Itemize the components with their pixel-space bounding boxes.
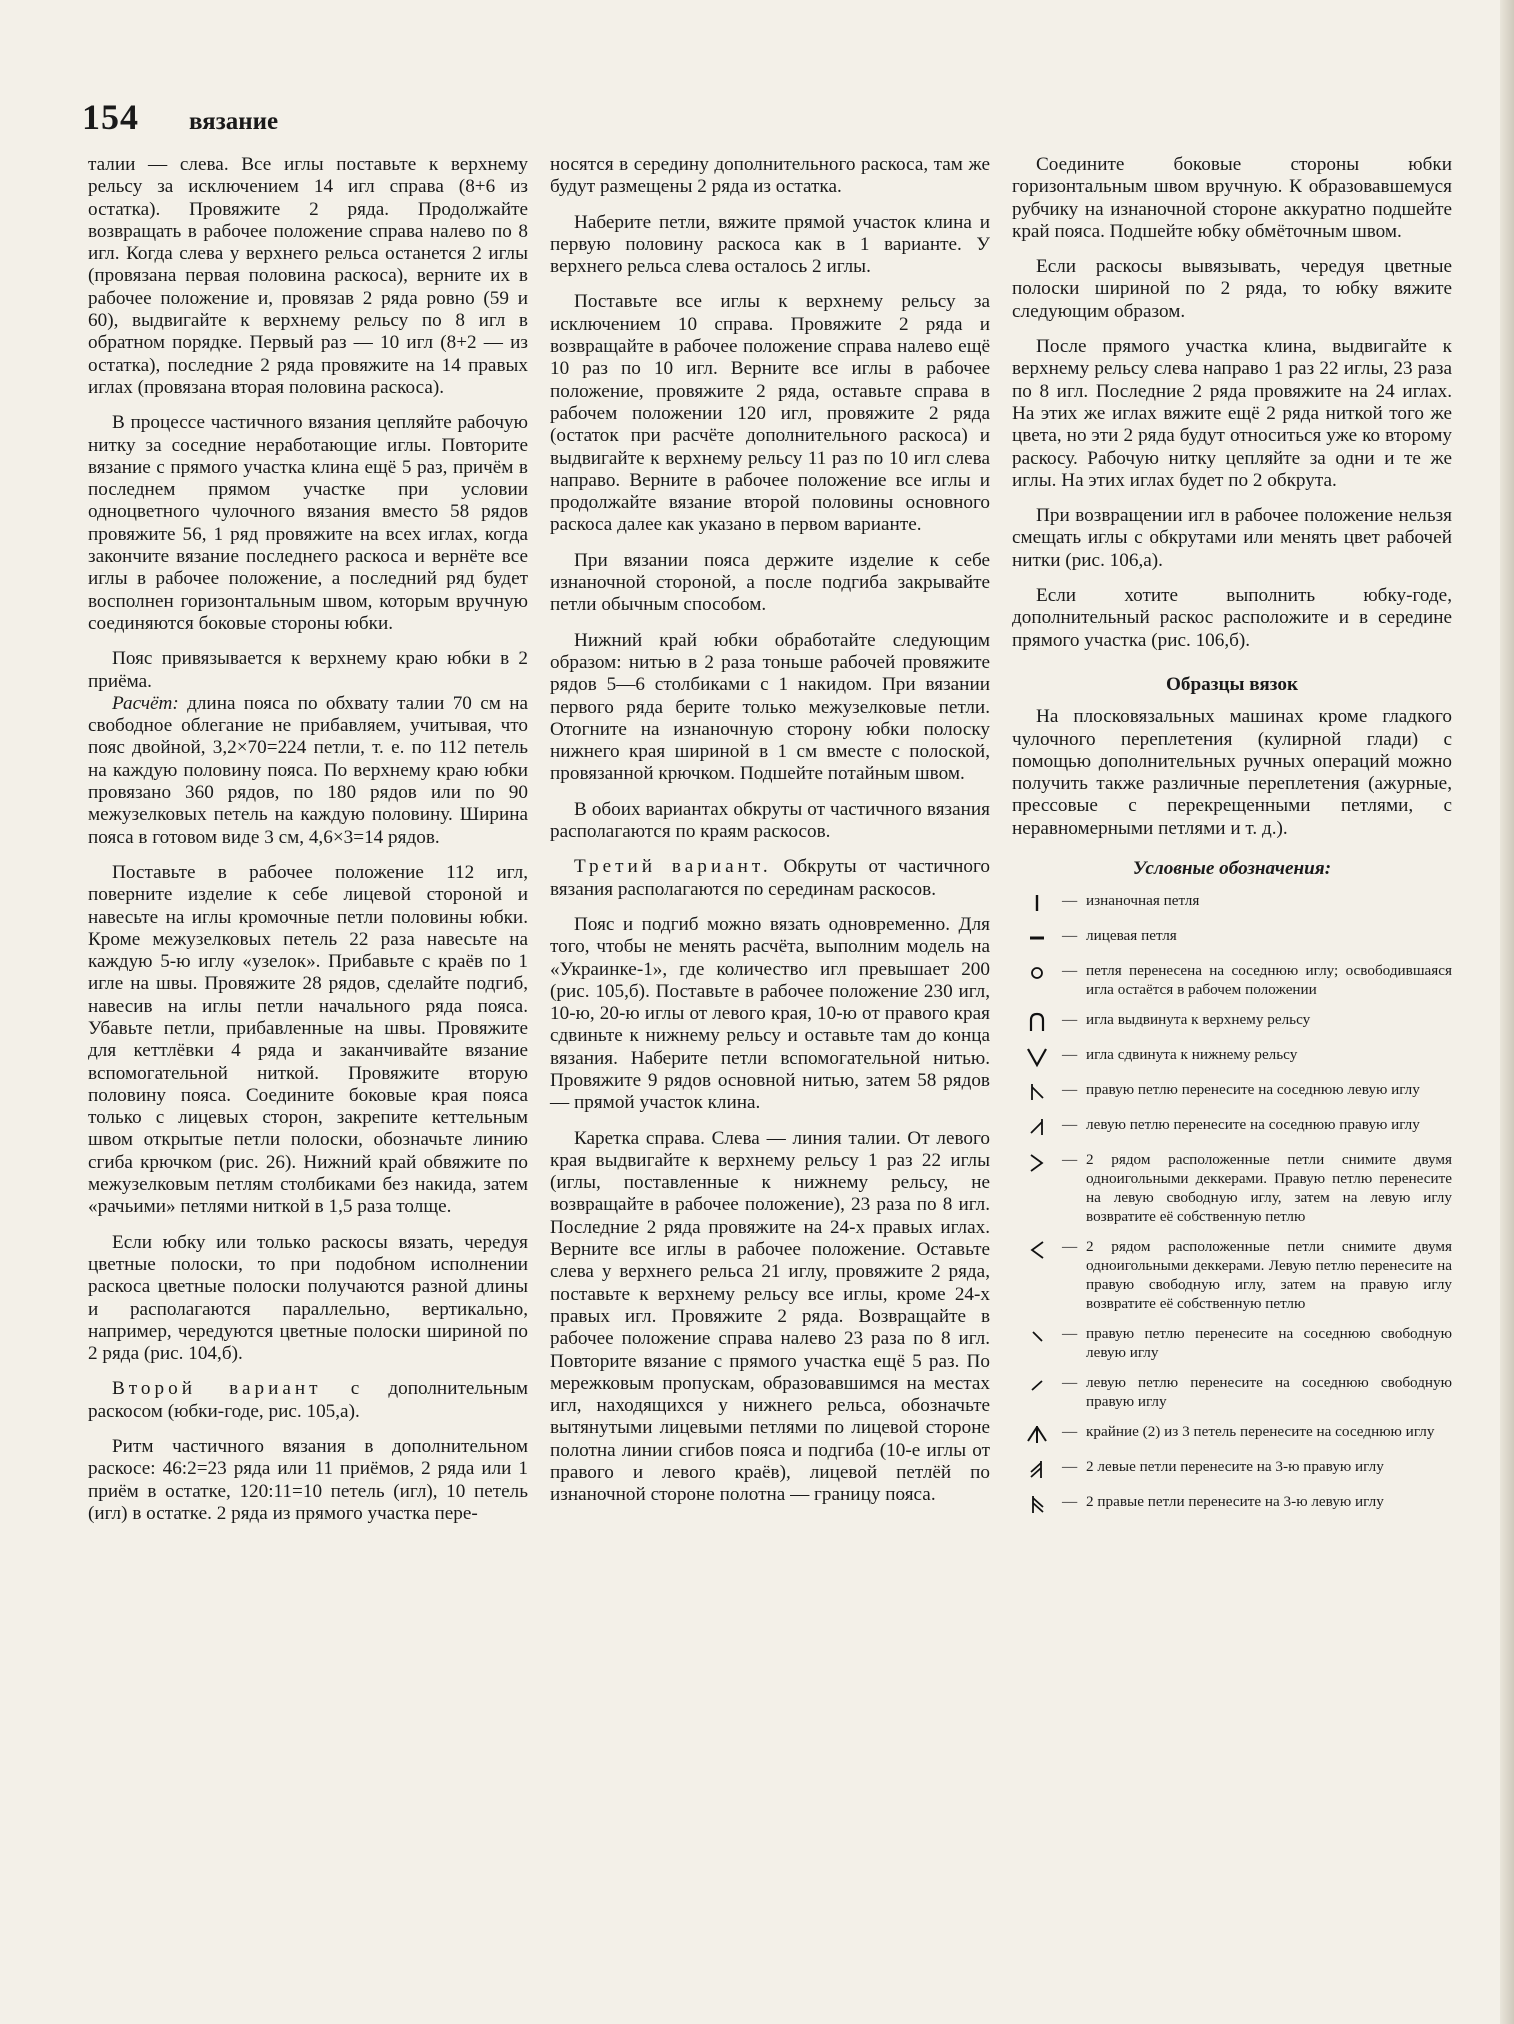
legend-item: — правую петлю перенесите на соседнюю левую иглу [1012, 1080, 1452, 1104]
variant-heading: Третий вариант. [574, 856, 772, 878]
legend-item: — левую петлю перенесите на соседнюю свободную правую иглу [1012, 1373, 1452, 1411]
legend-list [1012, 891, 1452, 1516]
legend-item: — 2 левые петли перенесите на 3-ю правую иглу [1012, 1457, 1452, 1481]
cross-left-icon [1012, 1237, 1062, 1261]
paragraph: В процессе частичного вязания цепляйте рабочую нитку за соседние неработающие иглы. Повторите вязание с прямого участка клина ещё 5 раз, причём в последнем прямом участке при условии одноцветного чулочного вязания вместо 58 рядов провяжите 56, 1 ряд провяжите на всех иглах, когда закончите вязание последнего раскоса и вернёте все иглы в рабочее положение, а последний ряд будет восполнен горизонтальным швом, которым вручную соединяются боковые стороны юбки. [88, 412, 528, 634]
paragraph: Каретка справа. Слева — линия талии. От левого края выдвигайте к верхнему рельсу 1 раз 22 иглы (иглы, поставленные к нижнему рельсу, не возвращайте в рабочее положение), 23 раза по 8 игл. Последние 2 ряда провяжите на 24-х правых иглах. Верните все иглы в рабочее положение. Оставьте слева у верхнего рельса 21 иглу, провяжите 2 ряда, поставьте к верхнему рельсу все иглы, кроме 24-х правых игл. Провяжите 2 ряда. Возвращайте в рабочее положение справа налево 23 раза по 8 игл. Повторите вязание с прямого участка ещё 5 раз. По мережковым пропускам, образовавшимся на местах игл, находящихся у нижнего рельса, обозначьте вытянутыми лицевыми петлями по лицевой стороне полотна линии сгибов пояса и подгиба (10-е иглы от правого и левого краёв), лицевой петлёй по изнаночной стороне полотна — границу пояса. [550, 1127, 990, 1506]
paragraph [88, 1378, 528, 1423]
paragraph: После прямого участка клина, выдвигайте к верхнему рельсу слева направо 1 раз 22 иглы, 23 раза по 8 игл. Последние 2 ряда провяжите на 24 иглах. На этих же иглах вяжите ещё 2 ряда ниткой того же цвета, но эти 2 ряда будут относиться уже ко второму раскосу. Рабочую нитку цепляйте за одни и те же иглы. На этих иглах будет по 2 обкрута. [1012, 336, 1452, 491]
legend-item: — крайние (2) из 3 петель перенесите на соседнюю иглу [1012, 1422, 1452, 1446]
knit-stitch-icon [1012, 926, 1062, 950]
legend-item: — правую петлю перенесите на соседнюю свободную левую иглу [1012, 1324, 1452, 1362]
section-subheading: Образцы вязок [1165, 673, 1299, 695]
variant-text: Обкруты от частичного вязания располагаются по серединам раскосов. [550, 856, 990, 900]
two-left-to-third-icon [1012, 1457, 1062, 1481]
needle-up-icon [1012, 1010, 1062, 1034]
legend-text: 2 рядом расположенные петли снимите двумя одноигольными деккерами. Левую петлю перенесите на правую свободную иглу, затем на правую иглу возвратите её собственную петлю [1086, 1238, 1452, 1313]
paragraph: Наберите петли, вяжите прямой участок клина и первую половину раскоса как в 1 варианте. У верхнего рельса слева осталось 2 иглы. [550, 211, 990, 278]
paragraph [550, 856, 990, 901]
paragraph: Поставьте в рабочее положение 112 игл, поверните изделие к себе лицевой стороной и навесьте на иглы кромочные петли половины юбки. Кроме межузелковых петель 22 раза навесьте на каждую 5-ю иглу «узелок». Прибавьте с краёв по 1 игле на швы. Провяжите 28 рядов, сделайте подгиб, навесив на иглы петли начального ряда пояса. Убавьте петли, прибавленные на швы. Провяжите для кеттлёвки 4 ряда и заканчивайте вязание вспомогательной ниткой. Провяжите вторую половину пояса. Соедините боковые края пояса только с лицевых сторон, закрепите кеттельным швом открытые петли полоски, обозначьте линию сгиба крючком (рис. 26). Нижний край обвяжите по межузелковым петлям столбиками без накида, затем «рачьими» петлями ниткой в 1,5 раза толще. [88, 861, 528, 1218]
purl-stitch-icon [1012, 891, 1062, 915]
legend-item: — петля перенесена на соседнюю иглу; освободившаяся игла остаётся в рабочем положении [1012, 961, 1452, 999]
legend-text: правую петлю перенесите на соседнюю свободную левую иглу [1086, 1325, 1452, 1362]
edge-to-center-icon [1012, 1422, 1062, 1446]
paragraph: Ритм частичного вязания в дополнительном раскосе: 46:2=23 ряда или 11 приёмов, 2 ряда или 1 приём в остатке, 120:11=10 петель (игл), 10 петель (игл) в остатке. 2 ряда из прямого участка пере- [88, 1436, 528, 1524]
legend-text: правую петлю перенесите на соседнюю левую иглу [1086, 1081, 1420, 1099]
paragraph: талии — слева. Все иглы поставьте к верхнему рельсу за исключением 14 игл справа (8+6 из остатка). Провяжите 2 ряда. Продолжайте возвращать в рабочее положение справа налево по 8 игл. Когда слева у верхнего рельса останется 2 иглы (провязана первая половина раскоса), верните их в рабочее положение и, провязав 2 ряда ровно (59 и 60), выдвигайте к верхнему рельсу по 8 игл в обратном порядке. Первый раз — 10 игл (8+2 — из остатка), последние 2 ряда провяжите на 14 правых иглах (провязана вторая половина раскоса). [88, 154, 528, 398]
legend-text: игла выдвинута к верхнему рельсу [1086, 1011, 1311, 1029]
paragraph [88, 693, 528, 849]
cross-right-icon [1012, 1150, 1062, 1174]
paragraph: Если хотите выполнить юбку-годе, дополнительный раскос расположите и в середине прямого участка (рис. 106,б). [1012, 585, 1452, 651]
calculation-label: Расчёт: [112, 692, 179, 714]
variant-heading: Второй вариант [112, 1378, 322, 1400]
paragraph: Если юбку или только раскосы вязать, чередуя цветные полоски, то при подобном исполнении раскоса цветные полоски получаются разной длины и располагаются параллельно, вертикально, например, чередуются цветные полоски шириной по 2 ряда (рис. 104,б). [88, 1231, 528, 1365]
calculation-text: длина пояса по обхвату талии 70 см на свободное облегание не прибавляем, учитывая, что пояс двойной, 3,2×70=224 петли, т. е. по 112 петель на каждую половину пояса. По верхнему краю юбки провязано 360 рядов, по 180 рядов или по 90 межузелковых петель на каждую половину. Ширина пояса в готовом виде 3 см, 4,6×3=14 рядов. [88, 692, 528, 848]
two-right-to-third-icon [1012, 1492, 1062, 1516]
left-to-free-right-icon [1012, 1373, 1062, 1397]
legend-text: лицевая петля [1086, 927, 1177, 945]
transferred-stitch-icon [1012, 961, 1062, 985]
variant-text: с дополнительным раскосом (юбки-годе, рис. 105,а). [88, 1378, 528, 1422]
page-number: 154 [82, 97, 139, 137]
paragraph: При вязании пояса держите изделие к себе изнаночной стороной, а после подгиба закрывайте петли обычным способом. [550, 549, 990, 616]
paragraph: носятся в середину дополнительного раскоса, там же будут размещены 2 ряда из остатка. [550, 154, 990, 198]
right-to-free-left-icon [1012, 1324, 1062, 1348]
paragraph: Поставьте все иглы к верхнему рельсу за исключением 10 справа. Провяжите 2 ряда и возвращайте в рабочее положение справа налево ещё 10 раз по 10 игл. Верните все иглы в рабочее положение, провяжите 2 ряда, оставьте справа в рабочем положении 120 игл, провяжите 2 ряда (остаток при расчёте дополнительного раскоса) и выдвигайте к верхнему рельсу 11 раз по 10 игл слева направо. Верните в рабочее положение все иглы и продолжайте вязание второй половины основного раскоса далее как указано в первом варианте. [550, 291, 990, 536]
legend-item: — игла сдвинута к нижнему рельсу [1012, 1045, 1452, 1069]
legend-item: — левую петлю перенесите на соседнюю правую иглу [1012, 1115, 1452, 1139]
paragraph: Если раскосы вывязывать, чередуя цветные полоски шириной по 2 ряда, то юбку вяжите следующим образом. [1012, 256, 1452, 322]
text-column-3 [1012, 154, 1452, 1516]
legend-item: — игла выдвинута к верхнему рельсу [1012, 1010, 1452, 1034]
legend-item: — 2 рядом расположенные петли снимите двумя одноигольными деккерами. Правую петлю перенесите на левую свободную иглу, затем на левую иглу возвратите её собственную петлю [1012, 1150, 1452, 1226]
needle-down-icon [1012, 1045, 1062, 1069]
left-to-right-icon [1012, 1115, 1062, 1139]
text-column-2 [550, 154, 990, 1507]
page-header [82, 96, 278, 146]
section-title: вязание [189, 108, 279, 135]
paragraph: В обоих вариантах обкруты от частичного вязания располагаются по краям раскосов. [550, 798, 990, 843]
legend-text: левую петлю перенесите на соседнюю свободную правую иглу [1086, 1374, 1452, 1411]
legend-text: левую петлю перенесите на соседнюю правую иглу [1086, 1116, 1420, 1134]
legend-text: 2 левые петли перенесите на 3-ю правую иглу [1086, 1458, 1384, 1476]
legend-text: изнаночная петля [1086, 892, 1200, 910]
legend-text: 2 рядом расположенные петли снимите двумя одноигольными деккерами. Правую петлю перенесите на левую свободную иглу, затем на левую иглу возвратите её собственную петлю [1086, 1151, 1452, 1226]
legend-text: петля перенесена на соседнюю иглу; освободившаяся игла остаётся в рабочем положении [1086, 962, 1452, 999]
legend-item: — 2 правые петли перенесите на 3-ю левую иглу [1012, 1492, 1452, 1516]
text-column-1 [88, 154, 528, 1525]
legend-item: — 2 рядом расположенные петли снимите двумя одноигольными деккерами. Левую петлю перенесите на правую свободную иглу, затем на правую иглу возвратите её собственную петлю [1012, 1237, 1452, 1313]
paragraph: Пояс и подгиб можно вязать одновременно. Для того, чтобы не менять расчёта, выполним модель на «Украинке-1», где количество игл превышает 200 (рис. 105,б). Поставьте в рабочее положение 230 игл, 10-ю, 20-ю иглы от левого края, 10-ю от правого края сдвиньте к нижнему рельсу и оставьте там до конца вязания. Наберите петли вспомогательной нитью. Провяжите 9 рядов основной нитью, затем 58 рядов — прямой участок клина. [550, 913, 990, 1114]
legend-text: игла сдвинута к нижнему рельсу [1086, 1046, 1298, 1064]
paragraph: Пояс привязывается к верхнему краю юбки в 2 приёма. [88, 648, 528, 692]
paragraph: Соедините боковые стороны юбки горизонтальным швом вручную. К образовавшемуся рубчику на изнаночной стороне аккуратно подшейте край пояса. Подшейте юбку обмёточным швом. [1012, 154, 1452, 242]
right-to-left-icon [1012, 1080, 1062, 1104]
legend-item: — лицевая петля [1012, 926, 1452, 950]
legend-text: крайние (2) из 3 петель перенесите на соседнюю иглу [1086, 1423, 1435, 1441]
paragraph: На плосковязальных машинах кроме гладкого чулочного переплетения (кулирной глади) с помощью дополнительных ручных операций можно получить также различные переплетения (ажурные, прессовые с перекрещенными петлями, с неравномерными петлями и т. д.). [1012, 706, 1452, 839]
paragraph: При возвращении игл в рабочее положение нельзя смещать иглы с обкрутами или менять цвет рабочей нитки (рис. 106,а). [1012, 505, 1452, 571]
legend-item: — изнаночная петля [1012, 891, 1452, 915]
legend-text: 2 правые петли перенесите на 3-ю левую иглу [1086, 1493, 1384, 1511]
paragraph: Нижний край юбки обработайте следующим образом: нитью в 2 раза тоньше рабочей провяжите рядов 5—6 столбиками с 1 накидом. При вязании первого ряда берите только межузелковые петли. Отогните на изнаночную сторону юбки полоску нижнего края шириной в 1 см вместе с полоской, провязанной крючком. Подшейте потайным швом. [550, 629, 990, 785]
legend-title: Условные обозначения: [1132, 858, 1332, 880]
page-edge [1500, 0, 1514, 2024]
